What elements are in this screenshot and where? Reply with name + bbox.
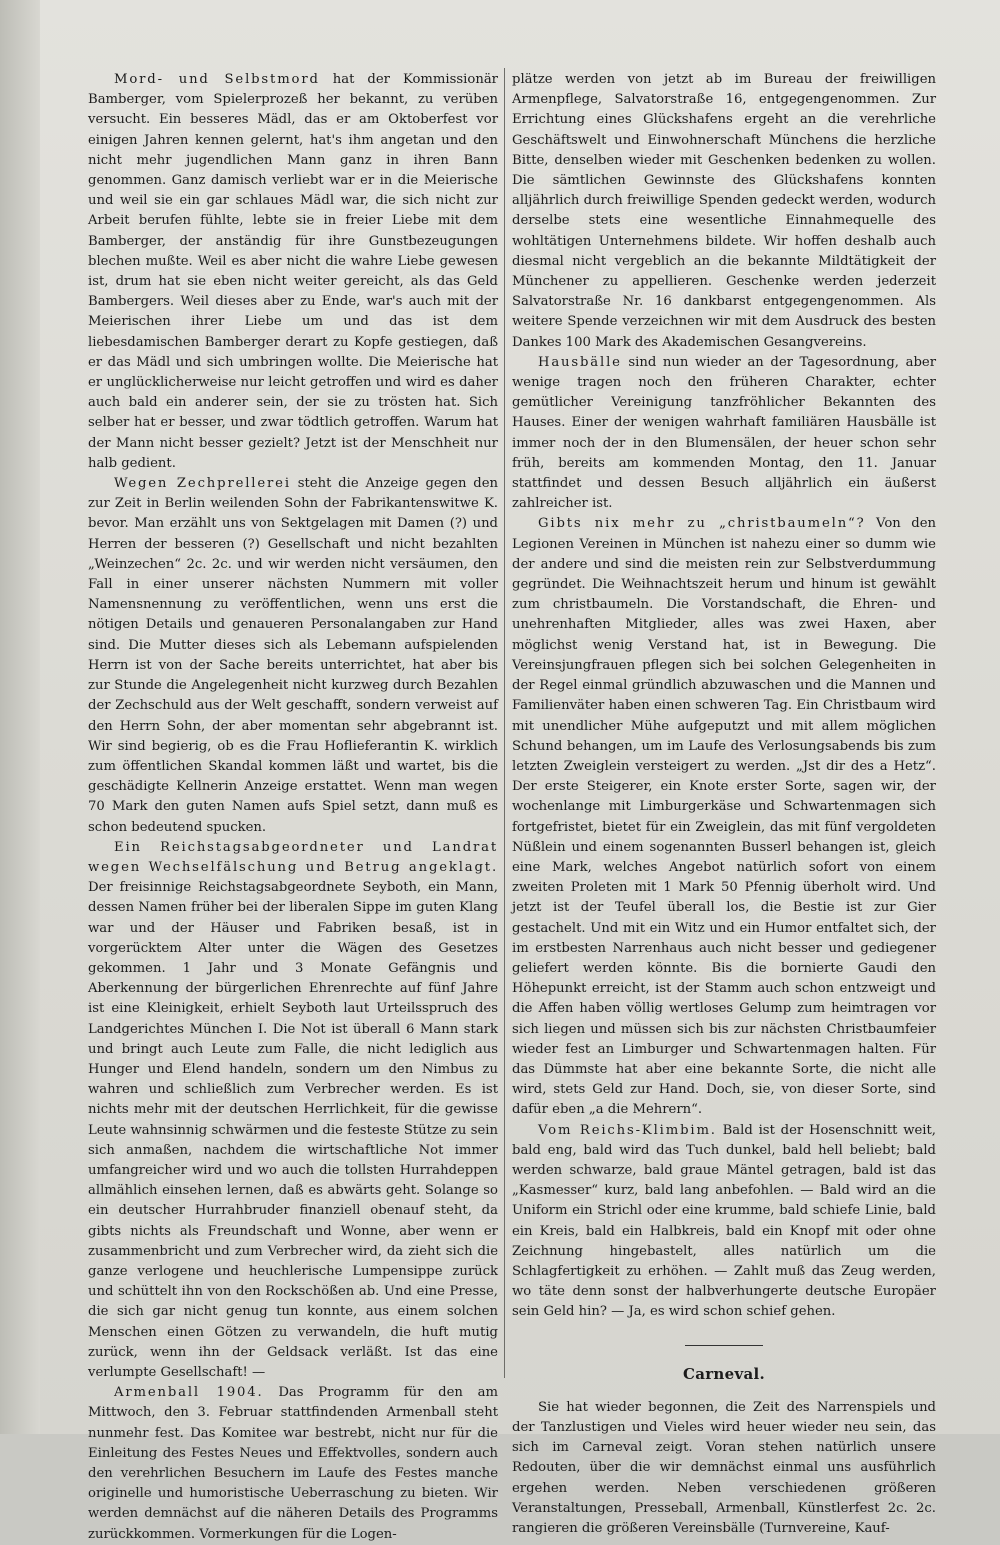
article-lead: Armenball 1904.: [114, 1385, 264, 1401]
article-lead: Ein Reichstagsabgeordneter und Landrat wegen Wechselfälschung und Betrug angeklagt.: [88, 839, 498, 875]
article-text: Bald ist der Hosenschnitt weit, bald eng, bald wird das Tuch dunkel, bald hell beliebt; bald werden schwarze, bald graue Mäntel getragen, bald ist das „Kasmesser“ kurz, bald lang anbefohlen. — Bald wird an die Uniform ein Strichl oder eine krumme, bald schiefe Linie, bald ein Kreis, bald ein Halbkreis, bald ein Knopf mit oder ohne Zeichnung hingebastelt, alles natürlich um die Schlagfertigkeit zu erhöhen. — Zahlt muß das Zeug werden, wo täte denn sonst der halbverhungerte deutsche Europäer sein Geld hin? — Ja, es wird schon schief gehen.: [512, 1122, 936, 1320]
article-hausbaelle: [512, 353, 936, 515]
article-lead: Hausbälle: [538, 354, 622, 370]
article-text: steht die Anzeige gegen den zur Zeit in Berlin weilenden Sohn der Fabrikantenswitwe K. bevor. Man erzählt uns von Sektgelagen mit Damen (?) und Herren der besseren (?) Gesellschaft und nicht bezahlten „Weinzechen“ 2c. 2c. und wir werden nicht versäumen, den Fall in einer unserer nächsten Nummern mit voller Namensnennung zu veröffentlichen, wenn uns erst die nötigen Details und genaueren Personalangaben zur Hand sind. Die Mutter dieses sich als Lebemann aufspielenden Herrn ist von der Sache bereits unterrichtet, hat aber bis zur Stunde die Angelegenheit nicht kurzweg durch Bezahlen der Zechschuld aus der Welt geschafft, sondern verweist auf den Herrn Sohn, der aber momentan sehr abgebrannt ist. Wir sind begierig, ob es die Frau Hoflieferantin K. wirklich zum öffentlichen Skandal kommen läßt und wartet, bis die geschädigte Kellnerin Anzeige erstattet. Wenn man wegen 70 Mark den guten Namen aufs Spiel setzt, dann muß es schon bedeutend spucken.: [88, 476, 498, 835]
article-armenball: [88, 1383, 498, 1545]
article-text: Von den Legionen Vereinen in München ist nahezu einer so dumm wie der andere und sind die meisten rein zur Selbstverdummung gegründet. Die Weihnachtszeit herum und hinum ist gewählt zum christbaumeln. Die Vorstandschaft, die Ehren- und unehrenhaften Mitglieder, alles was zwei Haxen, aber möglichst wenig Verstand hat, ist in Bewegung. Die Vereinsjungfrauen pflegen sich bei solchen Gelegenheiten in der Regel einmal gründlich abzuwaschen und die Mannen und Familienväter haben einen schweren Tag. Ein Christbaum wird mit unendlicher Mühe aufgeputzt und mit allem möglichen Schund behangen, um im Laufe des Verlosungsabends bis zum letzten Zweiglein versteigert zu werden. „Jst dir des a Hetz“. Der erste Steigerer, ein Knote erster Sorte, sagen wir, der wochenlange mit Limburgerkäse und Schwartenmagen sich fortgefristet, bietet für ein Zweiglein, das mit fünf vergoldeten Nüßlein und einem sogenannten Busserl behangen ist, gleich eine Mark, welches Angebot natürlich sofort von einem zweiten Proleten mit 1 Mark 50 Pfennig überholt wird. Und jetzt ist der Teufel überall los, die Bestie ist zur Gier gestachelt. Und mit ein Witz und ein Humor entfaltet sich, der im erstbesten Narrenhaus auch nicht besser und gediegener geliefert werden könnte. Bis die bornierte Gaudi den Höhepunkt erreicht, ist der Stamm auch schon entzweigt und die Affen haben völlig wertloses Gelump zum heimtragen vor sich liegen und müssen sich bis zur nächsten Christbaumfeier wieder fest an Limburger und Schwartenmagen halten. Für das Dümmste hat aber eine bekannte Sorte, die nicht alle wird, stets Geld zur Hand. Doch, sie, von dieser Sorte, sind dafür eben „a die Mehrern“.: [512, 516, 936, 1118]
article-text: sind nun wieder an der Tagesordnung, aber wenige tragen noch den früheren Charakter, echter gemütlicher Vereinigung tanzfröhlicher Bekannten des Hauses. Einer der wenigen wahrhaft familiären Hausbälle ist immer noch der in den Blumensälen, der heuer schon sehr früh, bereits am kommenden Montag, den 11. Januar stattfindet und dessen Besuch alljährlich ein äußerst zahlreicher ist.: [512, 354, 936, 512]
page-edge-shadow: [0, 0, 40, 1434]
article-reichstagsabgeordneter: [88, 838, 498, 1383]
article-lead: Wegen Zechprellerei: [114, 476, 291, 492]
section-title-carneval: Carneval.: [682, 1364, 766, 1383]
article-reichs-klimbim: [512, 1121, 936, 1323]
article-christbaumeln: [512, 514, 936, 1120]
article-carneval: [512, 1398, 936, 1539]
article-lead: Vom Reichs-Klimbim.: [538, 1122, 717, 1138]
column-divider: [504, 68, 505, 1378]
article-text: hat der Kommissionär Bamberger, vom Spielerprozeß her bekannt, zu verüben versucht. Ein besseres Mädl, das er am Oktoberfest vor einigen Jahren kennen gelernt, hat's ihm angetan und den nicht mehr jugendlichen Mann ganz in ihren Bann genommen. Ganz damisch verliebt war er in die Meierische und weil sie ein gar schlaues Mädl war, die sich nicht zur Arbeit berufen fühlte, lebte sie in freier Liebe mit dem Bamberger, der anständig für ihre Gunstbezeugungen blechen mußte. Weil es aber nicht die wahre Liebe gewesen ist, drum hat sie eben nicht weiter gereicht, als das Geld Bambergers. Weil dieses aber zu Ende, war's auch mit der Meierischen ihrer Liebe um und das ist dem liebesdamischen Bamberger derart zu Kopfe gestiegen, daß er das Mädl und sich umbringen wollte. Die Meierische hat er unglücklicherweise nur leicht getroffen und wird es daher auch bald ein anderer sein, der sie zu trösten hat. Sich selber hat er besser, und zwar tödtlich getroffen. Warum hat der Mann nicht besser gezielt? Jetzt ist der Menschheit nur halb gedient.: [88, 72, 498, 471]
article-text: plätze werden von jetzt ab im Bureau der freiwilligen Armenpflege, Salvatorstraße 16, entgegengenommen. Zur Errichtung eines Glückshafens ergeht an die verehrliche Geschäftswelt und Einwohnerschaft Münchens die herzliche Bitte, denselben wieder mit Geschenken bedenken zu wollen. Die sämtlichen Gewinnste des Glückshafens konnten alljährlich durch freiwillige Spenden gedeckt werden, wodurch derselbe stets eine wesentliche Einnahmequelle des wohltätigen Unternehmens bildete. Wir hoffen deshalb auch diesmal nicht vergeblich an die bekannte Mildtätigkeit der Münchener zu appellieren. Geschenke werden jederzeit Salvatorstraße Nr. 16 dankbarst entgegengenommen. Als weitere Spende verzeichnen wir mit dem Ausdruck des besten Dankes 100 Mark des Akademischen Gesangvereins.: [512, 72, 936, 350]
section-divider-rule: [685, 1345, 763, 1346]
article-lead: Gibts nix mehr zu „christbaumeln“?: [538, 516, 866, 532]
article-text: Der freisinnige Reichstagsabgeordnete Seyboth, ein Mann, dessen Namen früher bei der liberalen Sippe im guten Klang war und der Häuser und Fabriken besaß, ist in vorgerücktem Alter unter die Wägen des Gesetzes gekommen. 1 Jahr und 3 Monate Gefängnis und Aberkennung der bürgerlichen Ehrenrechte auf fünf Jahre ist eine Kleinigkeit, erhielt Seyboth laut Urteilsspruch des Landgerichtes München I. Die Not ist überall 6 Mann stark und bringt auch Leute zum Falle, die nicht lediglich aus Hunger und Elend handeln, sondern um den Nimbus zu wahren und schließlich zum Verbrecher werden. Es ist nichts mehr mit der deutschen Herrlichkeit, für die gewisse Leute wahnsinnig schwärmen und die festeste Stütze zu sein sich anmaßen, nachdem die wirtschaftliche Not immer umfangreicher wird und wo auch die tollsten Hurrahdeppen allmählich einsehen lernen, daß es abwärts geht. Solange so ein deutscher Hurrahbruder finanziell obenauf steht, da gibts nichts als Freundschaft und Wonne, aber wenn er zusammenbricht und zum Verbrecher wird, da zieht sich die ganze verlogene und heuchlerische Lumpensippe zurück und schüttelt ihn von den Rockschößen ab. Und eine Presse, die sich gar nicht genug tun konnte, aus einem solchen Menschen einen Götzen zu verwandeln, die huft mutig zurück, wenn ihn der Geldsack verläßt. Ist das eine verlumpte Gesellschaft! —: [88, 880, 498, 1380]
right-column: [512, 70, 936, 1539]
article-lead: Mord- und Selbstmord: [114, 72, 320, 87]
article-zechprellerei: [88, 474, 498, 838]
article-text: Das Programm für den am Mittwoch, den 3. Februar stattfindenden Armenball steht nunmehr fest. Das Komitee war bestrebt, nicht nur für die Einleitung des Festes Neues und Effektvolles, sondern auch den verehrlichen Besuchern im Laufe des Festes manche originelle und humoristische Ueberraschung zu bieten. Wir werden demnächst auf die näheren Details des Programms zurückkommen. Vormerkungen für die Logen-: [88, 1385, 498, 1542]
article-mord-selbstmord: [88, 70, 498, 474]
left-column: [88, 70, 498, 1545]
article-armenball-continued: [512, 70, 936, 353]
article-text: Sie hat wieder begonnen, die Zeit des Narrenspiels und der Tanzlustigen und Vieles wird heuer wieder neu sein, das sich im Carneval zeigt. Voran stehen natürlich unsere Redouten, über die wir demnächst einmal uns ausführlich ergehen werden. Neben verschiedenen größeren Veranstaltungen, Presseball, Armenball, Künstlerfest 2c. 2c. rangieren die größeren Vereinsbälle (Turnvereine, Kauf-: [512, 1399, 936, 1537]
